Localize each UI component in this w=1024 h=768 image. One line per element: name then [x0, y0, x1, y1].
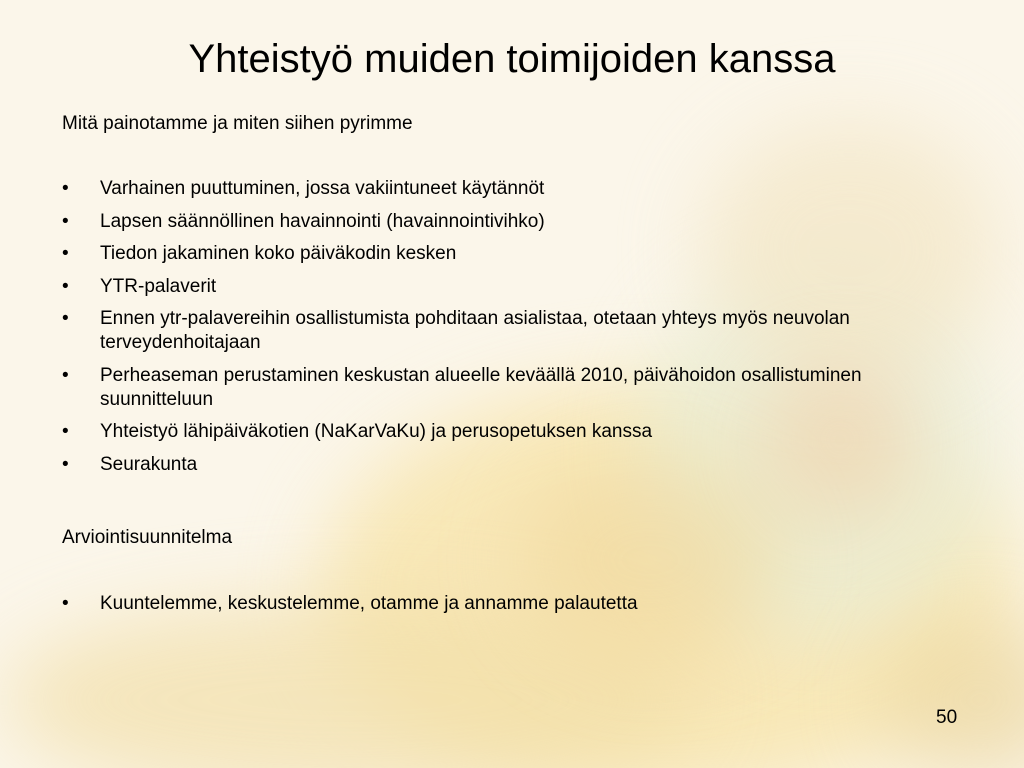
section-heading-priorities: Mitä painotamme ja miten siihen pyrimme: [62, 113, 413, 134]
bullet-item: [62, 364, 922, 412]
bullet-marker: •: [62, 178, 69, 199]
bullet-text: Yhteistyö lähipäiväkotien (NaKarVaKu) ja perusopetuksen kanssa: [100, 421, 653, 442]
evaluation-bullet-list: [62, 592, 922, 625]
bullet-item: [62, 420, 922, 444]
bullet-text: YTR-palaverit: [100, 275, 217, 297]
bullet-item: [62, 307, 922, 355]
bullet-item: [62, 210, 922, 234]
bullet-text: Ennen ytr-palavereihin osallistumista pohditaan asialistaa, otetaan yhteys myös neuvolan terveydenhoitajaan: [100, 308, 850, 353]
bullet-marker: •: [62, 243, 69, 264]
bullet-text: Kuuntelemme, keskustelemme, otamme ja annamme palautetta: [100, 593, 638, 614]
slide-title: Yhteistyö muiden toimijoiden kanssa: [188, 37, 836, 81]
page-number: 50: [936, 707, 958, 728]
section-heading-evaluation: Arviointisuunnitelma: [62, 527, 233, 548]
bullet-item: [62, 453, 922, 477]
bullet-marker: •: [62, 593, 69, 614]
bullet-marker: •: [62, 364, 69, 386]
bullet-marker: •: [62, 275, 69, 297]
bullet-marker: •: [62, 421, 69, 442]
bullet-text: Tiedon jakaminen koko päiväkodin kesken: [100, 243, 457, 264]
bullet-item: [62, 592, 922, 616]
bullet-text: Varhainen puuttuminen, jossa vakiintuneet käytännöt: [100, 178, 545, 199]
bullet-item: [62, 177, 922, 201]
bullet-text: Lapsen säännöllinen havainnointi (havainnointivihko): [100, 210, 545, 232]
bullet-text: Seurakunta: [100, 453, 198, 475]
bullet-marker: •: [62, 453, 69, 475]
priorities-bullet-list: [62, 177, 922, 485]
bullet-item: [62, 275, 922, 299]
bullet-text: Perheaseman perustaminen keskustan alueelle keväällä 2010, päivähoidon osallistuminen suunnitteluun: [100, 364, 862, 410]
bullet-marker: •: [62, 210, 69, 232]
bullet-marker: •: [62, 308, 69, 329]
bullet-item: [62, 242, 922, 266]
